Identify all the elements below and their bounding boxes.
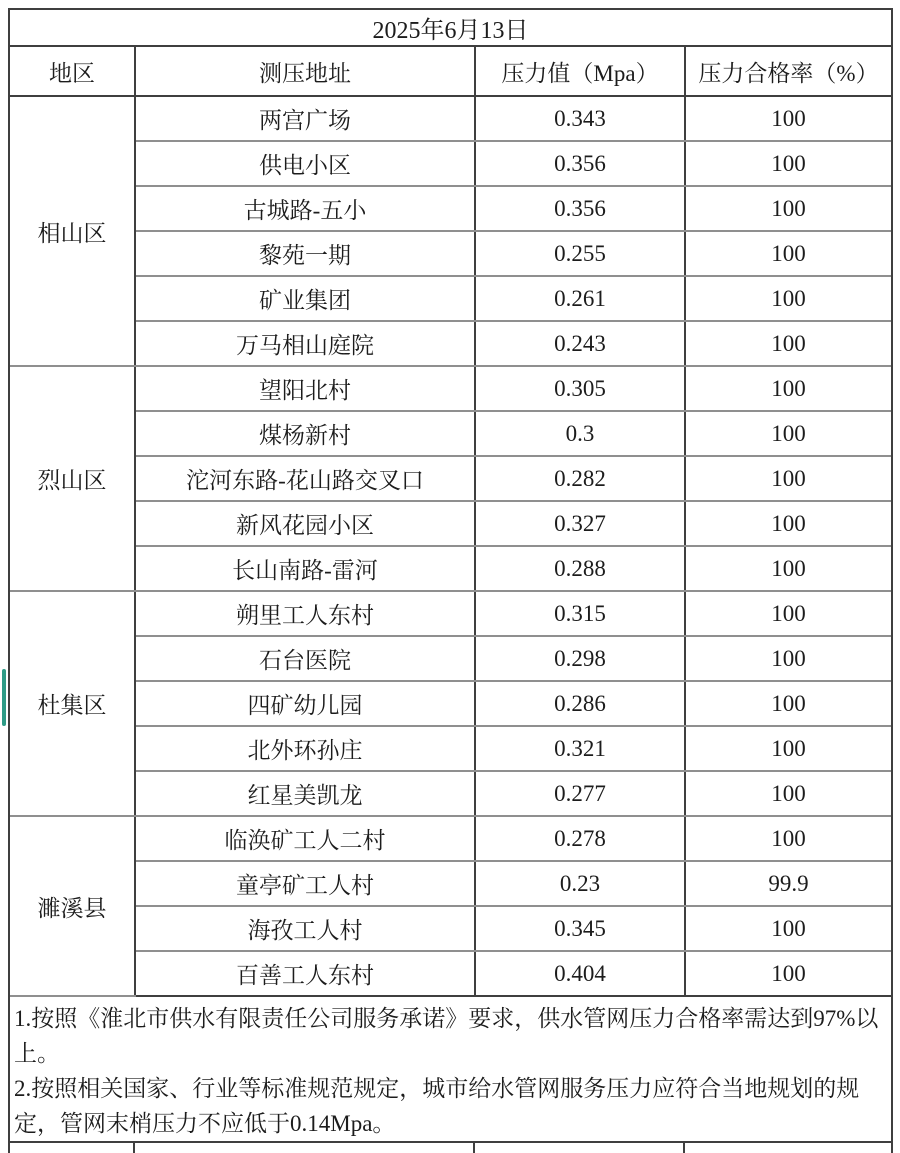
address-cell[interactable]: 矿业集团 bbox=[135, 276, 475, 321]
pressure-cell[interactable]: 0.404 bbox=[475, 951, 685, 996]
pressure-cell[interactable]: 0.288 bbox=[475, 546, 685, 591]
rate-cell[interactable]: 100 bbox=[685, 501, 891, 546]
table-row bbox=[10, 771, 891, 816]
table-row bbox=[10, 816, 891, 861]
address-cell[interactable]: 童亭矿工人村 bbox=[135, 861, 475, 906]
address-cell[interactable]: 两宫广场 bbox=[135, 96, 475, 141]
region-cell[interactable]: 相山区 bbox=[10, 96, 135, 366]
rate-cell[interactable]: 100 bbox=[685, 456, 891, 501]
column-header[interactable]: 压力值（Mpa） bbox=[475, 46, 685, 96]
table-row bbox=[10, 726, 891, 771]
pressure-cell[interactable]: 0.327 bbox=[475, 501, 685, 546]
rate-cell[interactable]: 100 bbox=[685, 951, 891, 996]
region-cell[interactable]: 烈山区 bbox=[10, 366, 135, 591]
title-row bbox=[10, 10, 891, 46]
rate-cell[interactable]: 100 bbox=[685, 906, 891, 951]
pressure-cell[interactable]: 0.255 bbox=[475, 231, 685, 276]
address-cell[interactable]: 供电小区 bbox=[135, 141, 475, 186]
pressure-cell[interactable]: 0.315 bbox=[475, 591, 685, 636]
pressure-cell[interactable]: 0.345 bbox=[475, 906, 685, 951]
rate-cell[interactable]: 100 bbox=[685, 321, 891, 366]
pressure-cell[interactable]: 0.343 bbox=[475, 96, 685, 141]
rate-cell[interactable]: 99.9 bbox=[685, 861, 891, 906]
rate-cell[interactable]: 100 bbox=[685, 186, 891, 231]
address-cell[interactable]: 红星美凯龙 bbox=[135, 771, 475, 816]
table-row bbox=[10, 906, 891, 951]
pressure-cell[interactable]: 0.278 bbox=[475, 816, 685, 861]
partial-row-divider bbox=[683, 1143, 685, 1153]
rate-cell[interactable]: 100 bbox=[685, 141, 891, 186]
pressure-cell[interactable]: 0.282 bbox=[475, 456, 685, 501]
rate-cell[interactable]: 100 bbox=[685, 681, 891, 726]
address-cell[interactable]: 四矿幼儿园 bbox=[135, 681, 475, 726]
pressure-cell[interactable]: 0.356 bbox=[475, 186, 685, 231]
address-cell[interactable]: 新风花园小区 bbox=[135, 501, 475, 546]
table-row bbox=[10, 591, 891, 636]
address-cell[interactable]: 北外环孙庄 bbox=[135, 726, 475, 771]
address-cell[interactable]: 沱河东路-花山路交叉口 bbox=[135, 456, 475, 501]
pressure-data-table bbox=[10, 10, 891, 997]
rate-cell[interactable]: 100 bbox=[685, 276, 891, 321]
table-outer-box bbox=[8, 8, 893, 1153]
table-row bbox=[10, 186, 891, 231]
table-row bbox=[10, 501, 891, 546]
address-cell[interactable]: 黎苑一期 bbox=[135, 231, 475, 276]
address-cell[interactable]: 朔里工人东村 bbox=[135, 591, 475, 636]
address-cell[interactable]: 临涣矿工人二村 bbox=[135, 816, 475, 861]
rate-cell[interactable]: 100 bbox=[685, 231, 891, 276]
note-line-1: 1.按照《淮北市供水有限责任公司服务承诺》要求，供水管网压力合格率需达到97%以上。 bbox=[14, 1006, 879, 1066]
rate-cell[interactable]: 100 bbox=[685, 816, 891, 861]
table-row bbox=[10, 411, 891, 456]
partial-row-divider bbox=[473, 1143, 475, 1153]
header-row bbox=[10, 46, 891, 96]
table-row bbox=[10, 366, 891, 411]
notes-section bbox=[10, 997, 891, 1143]
pressure-cell[interactable]: 0.298 bbox=[475, 636, 685, 681]
address-cell[interactable]: 望阳北村 bbox=[135, 366, 475, 411]
address-cell[interactable]: 万马相山庭院 bbox=[135, 321, 475, 366]
rate-cell[interactable]: 100 bbox=[685, 591, 891, 636]
pressure-cell[interactable]: 0.261 bbox=[475, 276, 685, 321]
region-cell[interactable]: 濉溪县 bbox=[10, 816, 135, 996]
pressure-cell[interactable]: 0.356 bbox=[475, 141, 685, 186]
pressure-cell[interactable]: 0.3 bbox=[475, 411, 685, 456]
partial-next-row bbox=[10, 1143, 891, 1153]
address-cell[interactable]: 海孜工人村 bbox=[135, 906, 475, 951]
address-cell[interactable]: 长山南路-雷河 bbox=[135, 546, 475, 591]
pressure-cell[interactable]: 0.277 bbox=[475, 771, 685, 816]
table-row bbox=[10, 276, 891, 321]
rate-cell[interactable]: 100 bbox=[685, 546, 891, 591]
partial-row-divider bbox=[133, 1143, 135, 1153]
edge-selection-marker bbox=[2, 669, 6, 726]
report-date-title[interactable]: 2025年6月13日 bbox=[10, 10, 891, 46]
rate-cell[interactable]: 100 bbox=[685, 726, 891, 771]
rate-cell[interactable]: 100 bbox=[685, 96, 891, 141]
table-row bbox=[10, 456, 891, 501]
pressure-cell[interactable]: 0.286 bbox=[475, 681, 685, 726]
pressure-cell[interactable]: 0.23 bbox=[475, 861, 685, 906]
address-cell[interactable]: 煤杨新村 bbox=[135, 411, 475, 456]
rate-cell[interactable]: 100 bbox=[685, 636, 891, 681]
table-row bbox=[10, 231, 891, 276]
rate-cell[interactable]: 100 bbox=[685, 366, 891, 411]
table-row bbox=[10, 681, 891, 726]
table-row bbox=[10, 321, 891, 366]
address-cell[interactable]: 古城路-五小 bbox=[135, 186, 475, 231]
table-row bbox=[10, 861, 891, 906]
pressure-cell[interactable]: 0.243 bbox=[475, 321, 685, 366]
pressure-cell[interactable]: 0.321 bbox=[475, 726, 685, 771]
pressure-cell[interactable]: 0.305 bbox=[475, 366, 685, 411]
table-row bbox=[10, 636, 891, 681]
address-cell[interactable]: 百善工人东村 bbox=[135, 951, 475, 996]
rate-cell[interactable]: 100 bbox=[685, 771, 891, 816]
table-row bbox=[10, 141, 891, 186]
table-row bbox=[10, 546, 891, 591]
column-header[interactable]: 地区 bbox=[10, 46, 135, 96]
table-row bbox=[10, 96, 891, 141]
rate-cell[interactable]: 100 bbox=[685, 411, 891, 456]
table-body bbox=[10, 96, 891, 996]
note-line-2: 2.按照相关国家、行业等标准规范规定，城市给水管网服务压力应符合当地规划的规定，管网末梢压力不应低于0.14Mpa。 bbox=[14, 1076, 860, 1136]
region-cell[interactable]: 杜集区 bbox=[10, 591, 135, 816]
column-header[interactable]: 压力合格率（%） bbox=[685, 46, 891, 96]
column-header[interactable]: 测压地址 bbox=[135, 46, 475, 96]
address-cell[interactable]: 石台医院 bbox=[135, 636, 475, 681]
table-row bbox=[10, 951, 891, 996]
